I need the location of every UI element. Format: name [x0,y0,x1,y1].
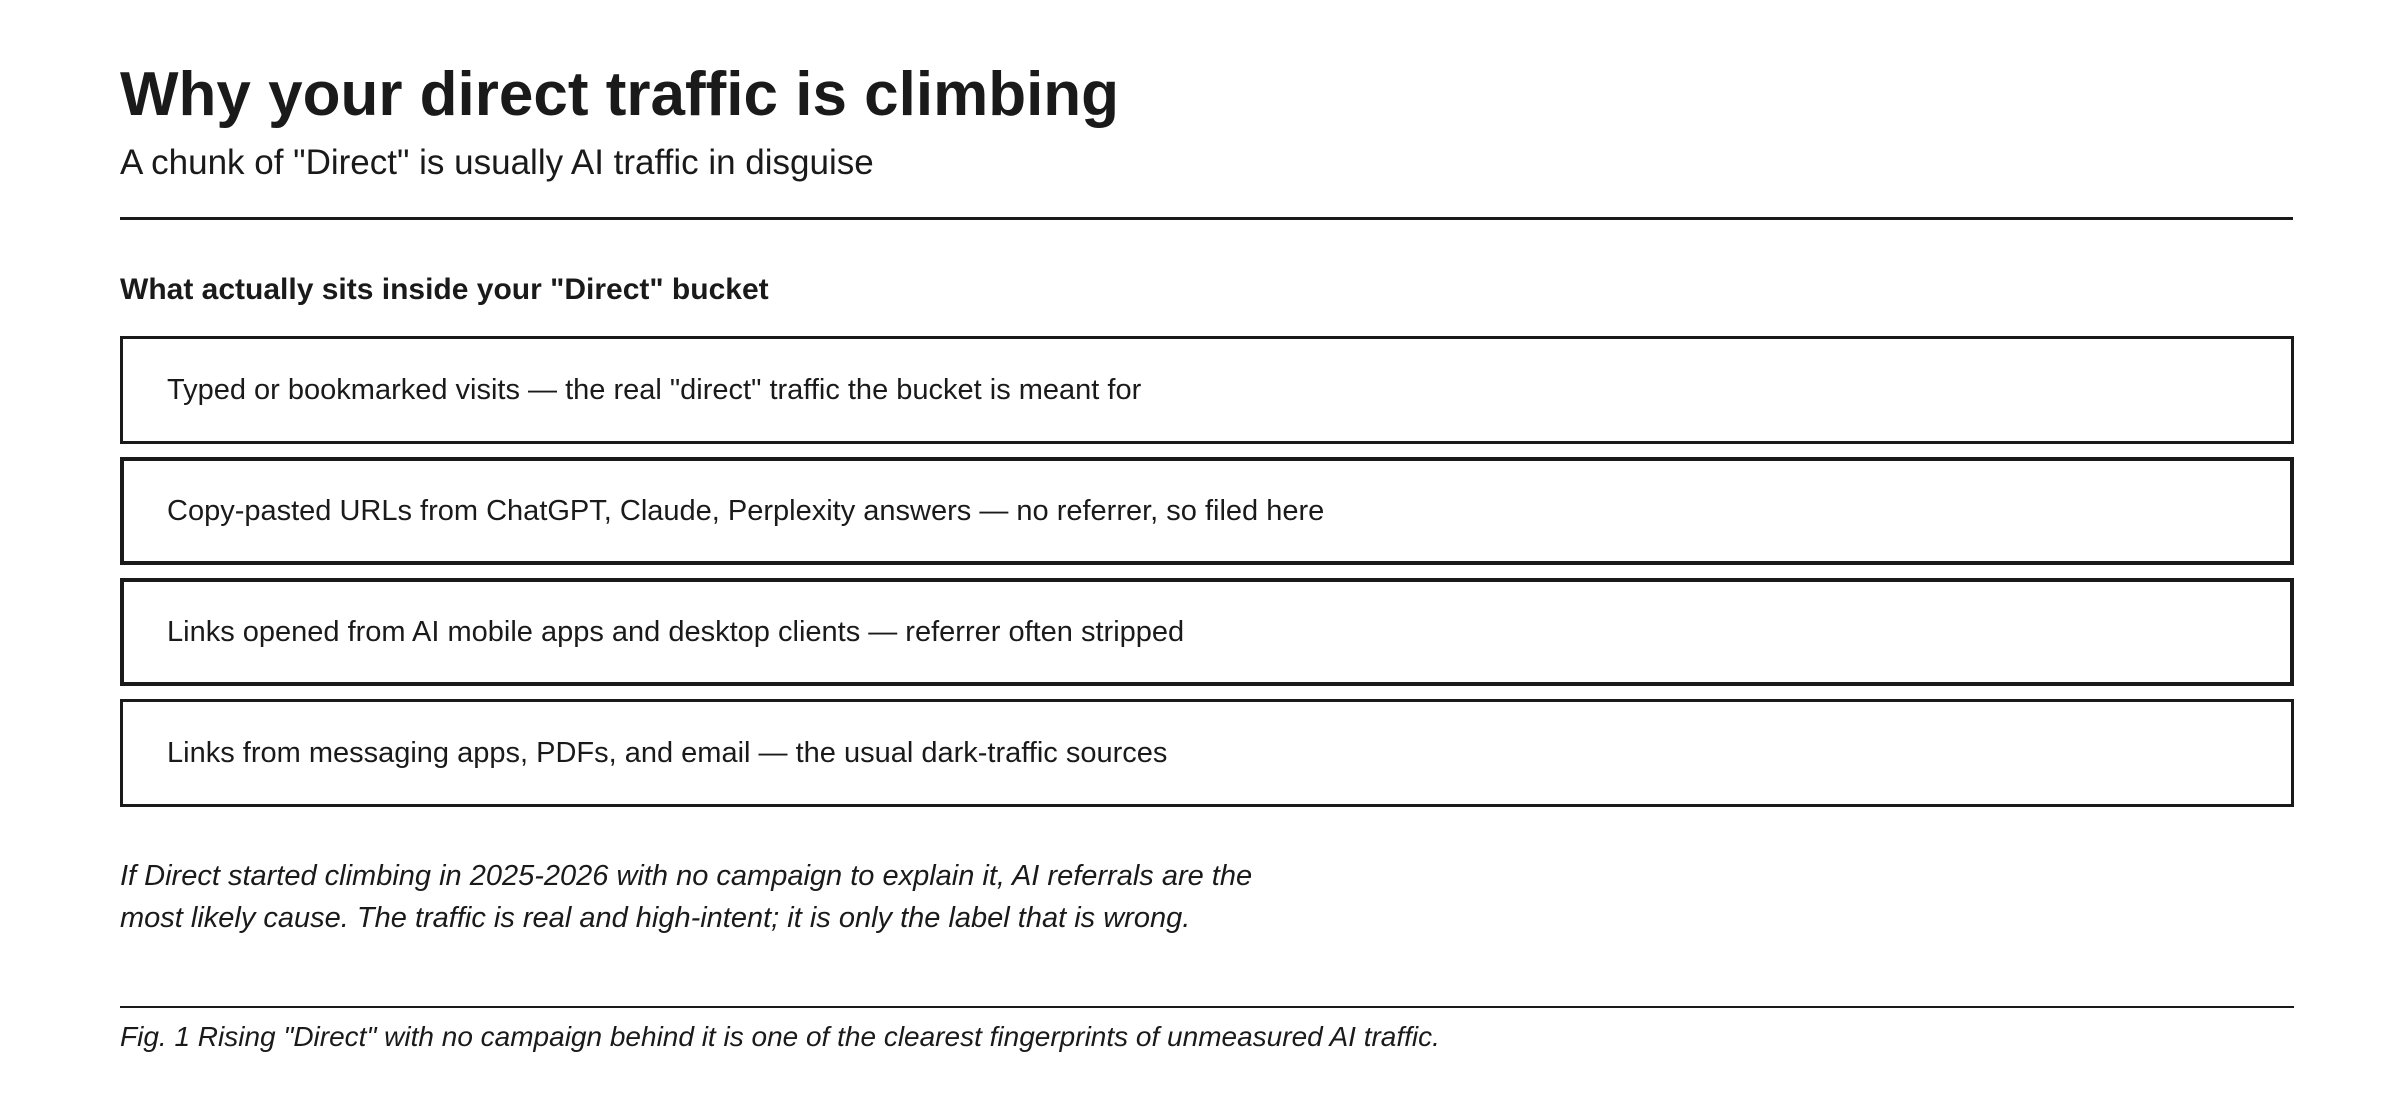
list-item-text: Links from messaging apps, PDFs, and email — the usual dark-traffic sources [167,737,1168,769]
figure-caption: Fig. 1 Rising "Direct" with no campaign behind it is one of the clearest fingerprints of unmeasured AI traffic. [120,1021,1440,1052]
list-item-typed-visits [120,336,2294,444]
page-title: Why your direct traffic is climbing [120,60,1120,129]
list-item-ai-apps [120,578,2294,686]
explanatory-note [120,855,1320,939]
page-subtitle: A chunk of "Direct" is usually AI traffic in disguise [120,143,874,182]
list-item-ai-copy-paste [120,457,2294,565]
list-item-text: Typed or bookmarked visits — the real "direct" traffic the bucket is meant for [167,374,1142,406]
section-heading: What actually sits inside your "Direct" bucket [120,273,769,306]
header-divider [120,217,2293,220]
note-line: most likely cause. The traffic is real and high-intent; it is only the label that is wrong. [120,902,1191,934]
list-item-text: Links opened from AI mobile apps and desktop clients — referrer often stripped [167,616,1185,648]
direct-bucket-list [120,336,2294,820]
caption-divider [120,1006,2294,1008]
list-item-dark-traffic [120,699,2294,807]
note-line: If Direct started climbing in 2025-2026 with no campaign to explain it, AI referrals are the [120,860,1253,892]
list-item-text: Copy-pasted URLs from ChatGPT, Claude, Perplexity answers — no referrer, so filed here [167,495,1325,527]
